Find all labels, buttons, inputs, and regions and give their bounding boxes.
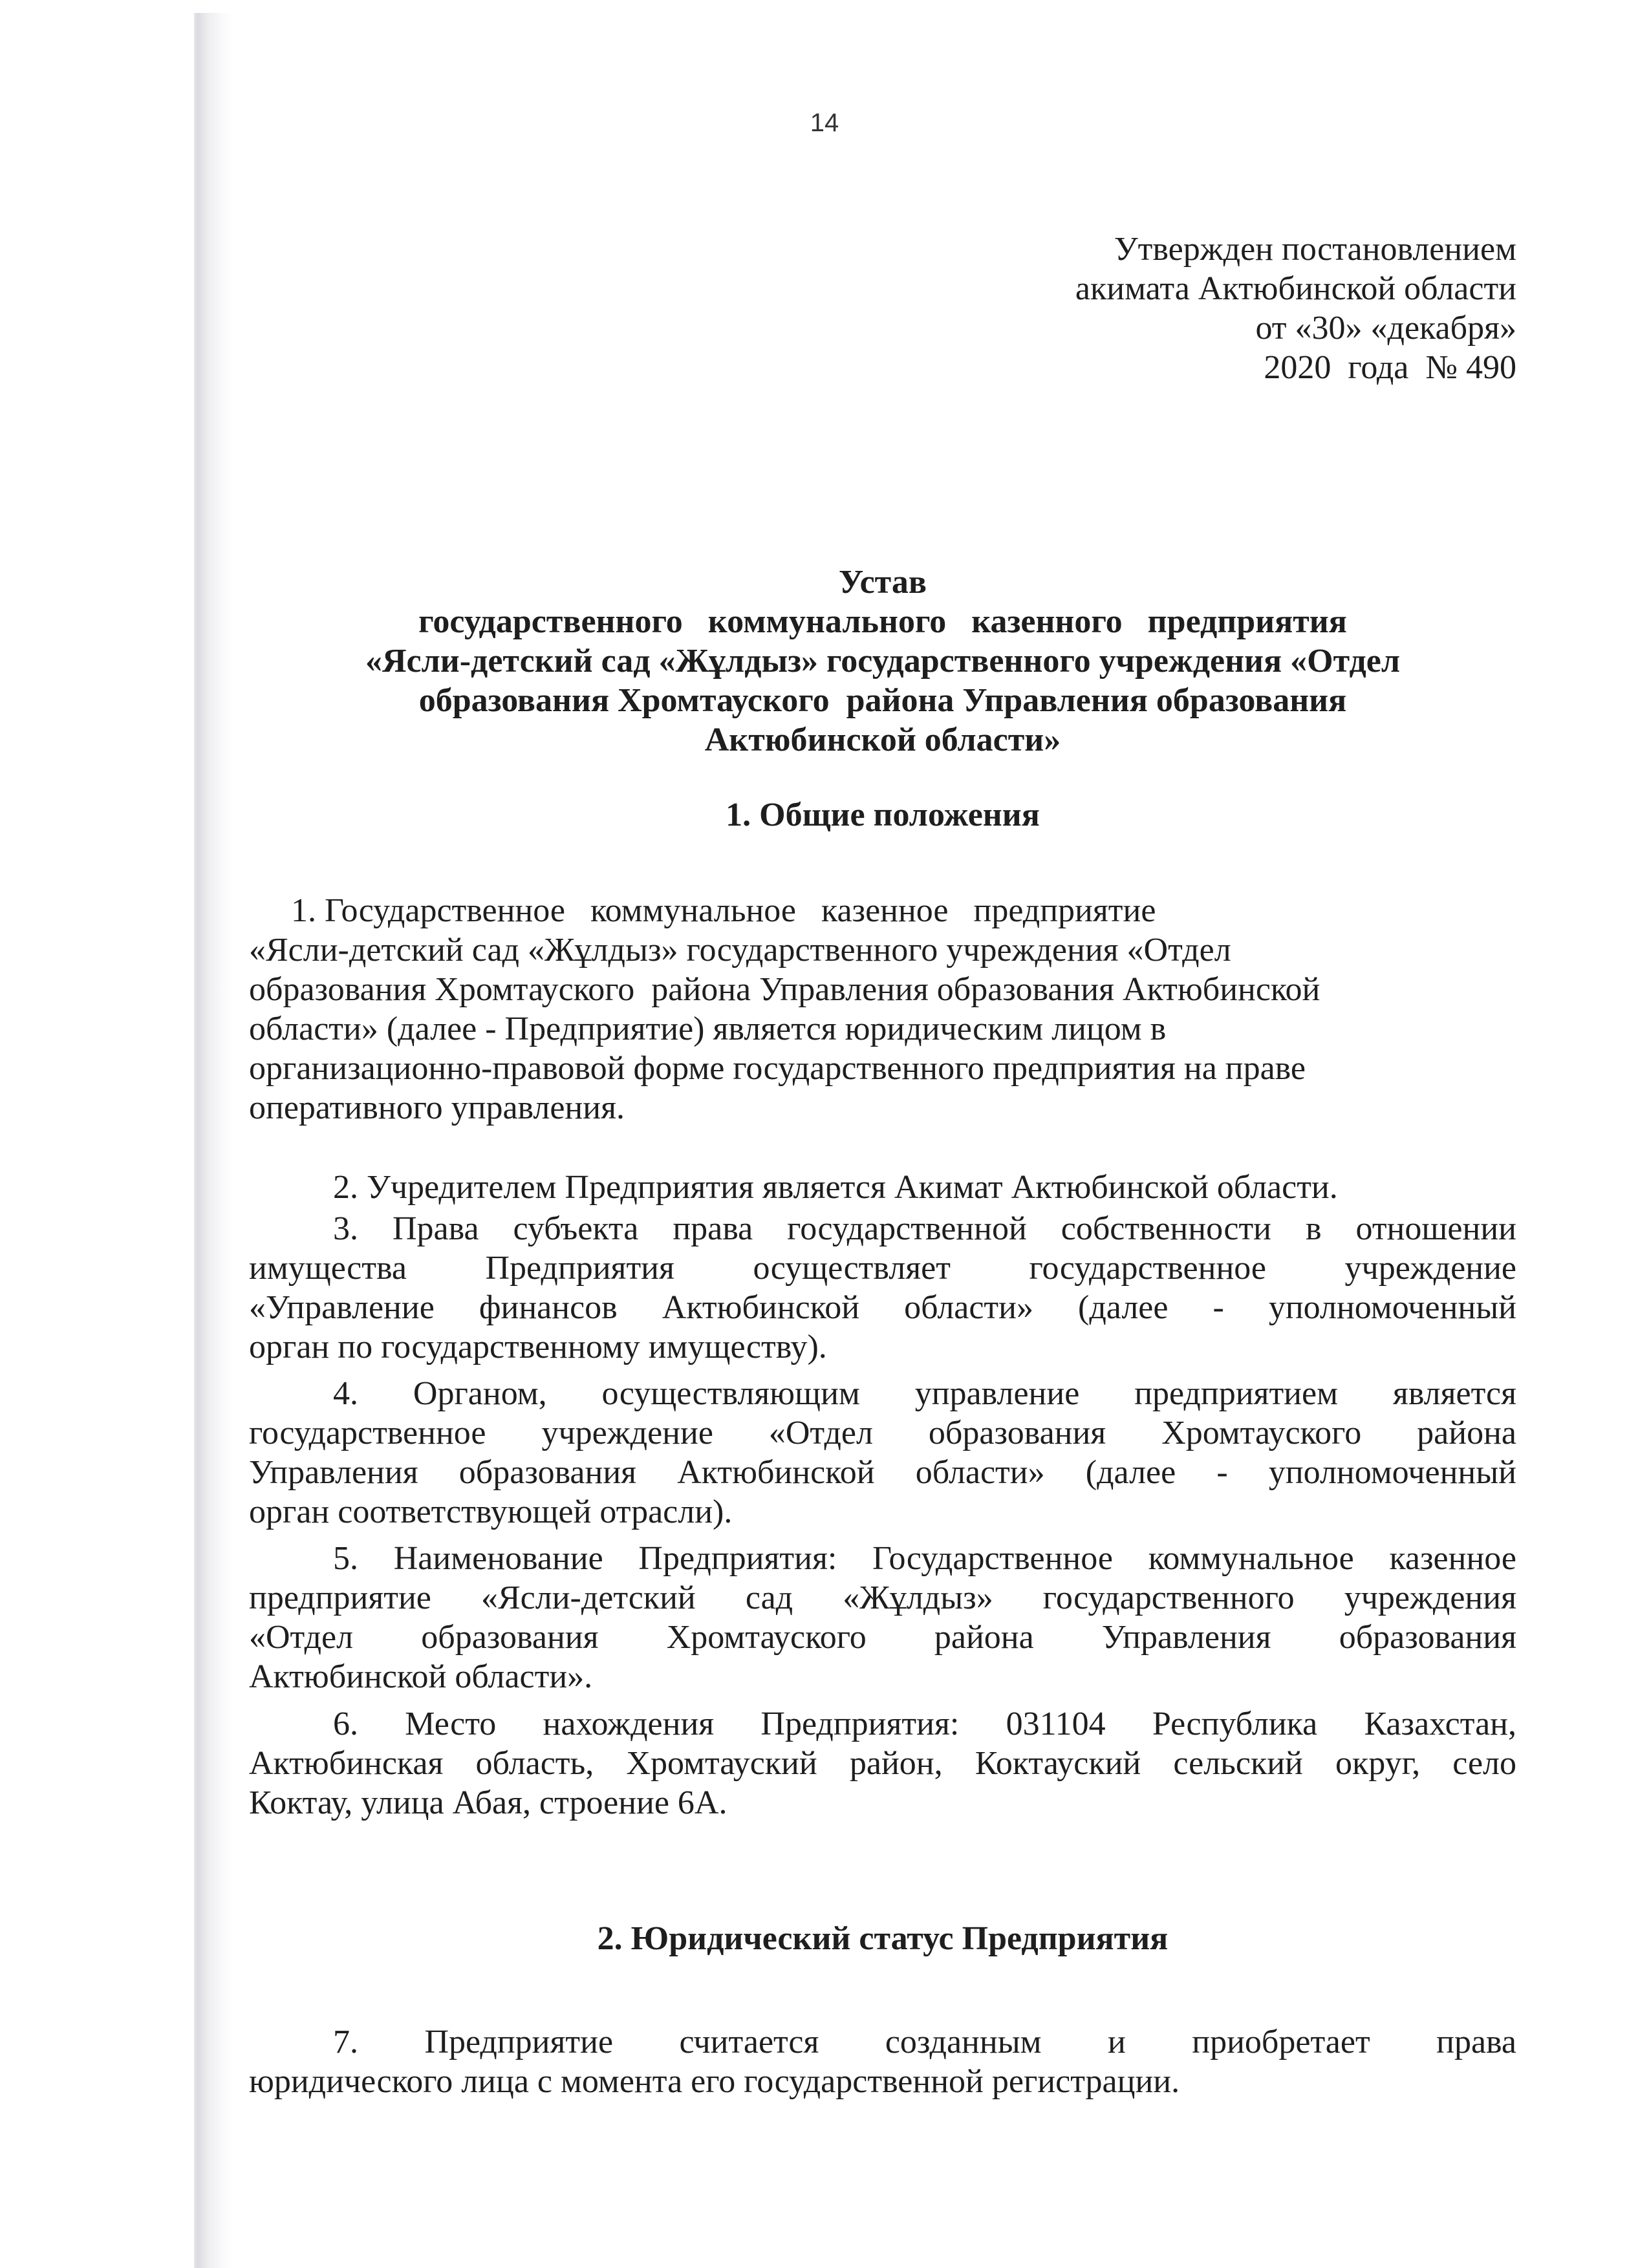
paragraph-line: 5. Наименование Предприятия: Государственное коммунальное казенное	[333, 1540, 1516, 1577]
title-line: Актюбинской области»	[704, 722, 1061, 758]
paragraph-6	[249, 1704, 1516, 1823]
paragraph-line: 1. Государственное коммунальное казенное предприятие	[291, 892, 1156, 929]
paragraph-line: Актюбинская область, Хромтауский район, Коктауский сельский округ, село	[249, 1745, 1516, 1782]
paragraph-5	[249, 1539, 1516, 1696]
approval-line: 2020 года № 490	[1264, 349, 1516, 386]
paragraph-line: 4. Органом, осуществляющим управление предприятием является	[333, 1375, 1516, 1412]
paragraph-4	[249, 1374, 1516, 1532]
paragraph-line: области» (далее - Предприятие) является юридическим лицом в	[249, 1011, 1167, 1047]
approval-line: акимата Актюбинской области	[1075, 270, 1516, 307]
paragraph-line: орган по государственному имуществу).	[249, 1329, 827, 1365]
paragraph-line: Актюбинской области».	[249, 1658, 593, 1695]
paragraph-line: «Ясли-детский сад «Жұлдыз» государственного учреждения «Отдел	[249, 932, 1231, 968]
title-line: государственного коммунального казенного предприятия	[418, 603, 1347, 640]
page-number: 14	[810, 109, 839, 137]
approval-line: от «30» «декабря»	[1255, 310, 1516, 347]
section-heading-general-provisions: 1. Общие положения	[726, 797, 1040, 833]
paragraph-line: государственное учреждение «Отдел образования Хромтауского района	[249, 1415, 1516, 1451]
paragraph-1	[249, 891, 1516, 1128]
paragraph-line: орган соответствующей отрасли).	[249, 1493, 733, 1530]
paragraph-line: 3. Права субъекта права государственной собственности в отношении	[333, 1210, 1516, 1247]
paragraph-line: Управления образования Актюбинской области» (далее - уполномоченный	[249, 1454, 1516, 1491]
paragraph-line: 2. Учредителем Предприятия является Акимат Актюбинской области.	[333, 1169, 1338, 1206]
paragraph-3	[249, 1209, 1516, 1367]
document-title	[249, 562, 1516, 760]
paragraph-line: юридического лица с момента его государственной регистрации.	[249, 2063, 1180, 2100]
approval-stamp-block	[1075, 230, 1516, 387]
paragraph-line: оперативного управления.	[249, 1089, 625, 1126]
paragraph-line: предприятие «Ясли-детский сад «Жұлдыз» государственного учреждения	[249, 1579, 1516, 1616]
paragraph-line: «Управление финансов Актюбинской области» (далее - уполномоченный	[249, 1289, 1516, 1326]
title-line: Устав	[839, 564, 927, 601]
paragraph-2	[249, 1168, 1516, 1207]
section-heading-legal-status: 2. Юридический статус Предприятия	[597, 1920, 1169, 1957]
paragraph-line: организационно-правовой форме государственного предприятия на праве	[249, 1050, 1306, 1087]
title-line: «Ясли-детский сад «Жұлдыз» государственного учреждения «Отдел	[365, 643, 1401, 679]
paragraph-line: «Отдел образования Хромтауского района Управления образования	[249, 1619, 1516, 1656]
paragraph-line: Коктау, улица Абая, строение 6А.	[249, 1784, 727, 1821]
paragraph-line: имущества Предприятия осуществляет государственное учреждение	[249, 1250, 1516, 1287]
scan-page-edge-shadow	[194, 13, 233, 2268]
paragraph-line: 7. Предприятие считается созданным и приобретает права	[333, 2024, 1516, 2060]
approval-line: Утвержден постановлением	[1114, 231, 1516, 268]
title-line: образования Хромтауского района Управления образования	[418, 682, 1347, 719]
paragraph-line: образования Хромтауского района Управления образования Актюбинской	[249, 971, 1320, 1008]
paragraph-7	[249, 2022, 1516, 2101]
paragraph-line: 6. Место нахождения Предприятия: 031104 Республика Казахстан,	[333, 1706, 1516, 1742]
